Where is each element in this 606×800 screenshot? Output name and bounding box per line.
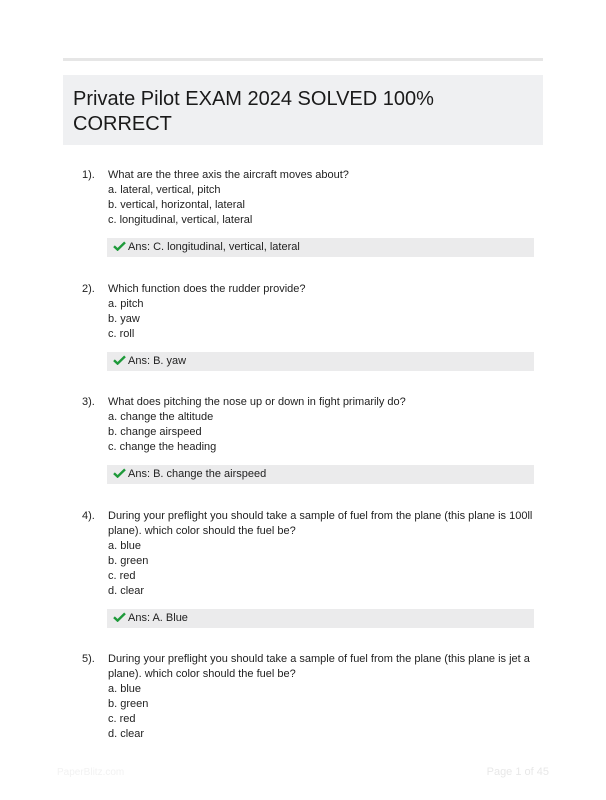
page-title: Private Pilot EXAM 2024 SOLVED 100% CORRECT [73,88,434,135]
question-4 [82,509,534,599]
question-number: 3). [82,396,95,408]
question-text: What are the three axis the aircraft moves about? [108,169,349,181]
answer-text: Ans: B. yaw [128,355,187,367]
question-2 [82,282,534,342]
question-text: During your preflight you should take a sample of fuel from the plane (this plane is 100ll plane). which color should the fuel be? [108,510,533,537]
footer-brand: PaperBlitz.com [57,767,125,778]
question-1 [82,168,534,228]
answer-text: Ans: A. Blue [128,612,188,624]
option-c: c. red [108,570,136,582]
option-a: a. lateral, vertical, pitch [108,184,221,196]
answer-box-4 [107,609,534,628]
option-c: c. roll [108,328,135,340]
question-text: What does pitching the nose up or down in fight primarily do? [108,396,406,408]
check-icon [113,355,126,365]
check-icon [113,241,126,251]
answer-box-1 [107,238,534,257]
option-b: b. change airspeed [108,426,202,438]
option-d: d. clear [108,728,145,740]
question-number: 4). [82,510,95,522]
option-a: a. change the altitude [108,411,214,423]
option-c: c. longitudinal, vertical, lateral [108,214,253,226]
check-icon [113,612,126,622]
question-number: 5). [82,653,95,665]
option-a: a. blue [108,683,142,695]
check-icon [113,468,126,478]
option-b: b. green [108,698,149,710]
option-a: a. pitch [108,298,144,310]
answer-box-3 [107,465,534,484]
option-b: b. vertical, horizontal, lateral [108,199,245,211]
option-b: b. yaw [108,313,140,325]
question-text: Which function does the rudder provide? [108,283,306,295]
title-banner [63,75,543,145]
option-b: b. green [108,555,149,567]
top-divider [63,58,543,61]
option-d: d. clear [108,585,145,597]
option-c: c. change the heading [108,441,217,453]
page-number: Page 1 of 45 [486,766,549,778]
question-number: 2). [82,283,95,295]
question-text: During your preflight you should take a sample of fuel from the plane (this plane is jet a plane). which color should the fuel be? [108,653,530,680]
question-number: 1). [82,169,95,181]
option-a: a. blue [108,540,142,552]
answer-box-2 [107,352,534,371]
option-c: c. red [108,713,136,725]
question-5 [82,652,534,742]
question-3 [82,395,534,455]
answer-text: Ans: C. longitudinal, vertical, lateral [128,241,300,253]
answer-text: Ans: B. change the airspeed [128,468,267,480]
